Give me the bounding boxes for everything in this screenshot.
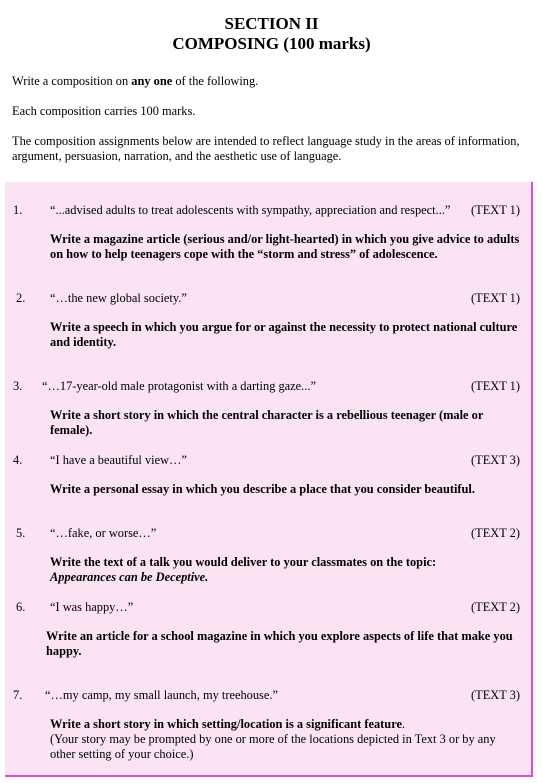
item-text-ref: (TEXT 2) <box>471 600 520 614</box>
item-number: 4. <box>13 453 23 467</box>
item-quote: “…fake, or worse…” <box>50 526 157 540</box>
item-task-topic: Appearances can be Deceptive. <box>50 570 209 584</box>
item-number: 7. <box>13 688 23 702</box>
item-quote: “…the new global society.” <box>50 291 187 305</box>
item-number: 5. <box>16 526 26 540</box>
intro-marks-note: Each composition carries 100 marks. <box>12 104 196 118</box>
item-task-text: Write a magazine article (serious and/or light-hearted) in which you give advice to adults on how to help teenagers cope with the “storm and stress” of adolescence. <box>50 232 520 261</box>
item-number: 6. <box>16 600 26 614</box>
item-task <box>50 408 520 438</box>
item-task-text: Write a personal essay in which you describe a place that you consider beautiful. <box>50 482 475 496</box>
item-quote: “I was happy…” <box>50 600 134 614</box>
item-number: 2. <box>16 291 26 305</box>
section-header <box>0 14 543 54</box>
item-quote: “...advised adults to treat adolescents with sympathy, appreciation and respect...” <box>50 203 451 217</box>
item-quote: “…17-year-old male protagonist with a darting gaze...” <box>42 379 316 393</box>
item-task <box>46 629 520 659</box>
intro-instruction-pre: Write a composition on <box>12 74 132 88</box>
item-task <box>50 717 520 762</box>
item-task-text: Write the text of a talk you would deliver to your classmates on the topic: <box>50 555 437 569</box>
item-task-text: Write a short story in which the central character is a rebellious teenager (male or female). <box>50 408 484 437</box>
intro-instruction <box>12 74 532 89</box>
item-text-ref: (TEXT 3) <box>471 453 520 467</box>
item-number: 3. <box>13 379 23 393</box>
item-task <box>50 555 520 585</box>
section-title: COMPOSING (100 marks) <box>172 34 371 53</box>
item-text-ref: (TEXT 3) <box>471 688 520 702</box>
section-label: SECTION II <box>224 14 319 33</box>
item-quote: “…my camp, my small launch, my treehouse.” <box>45 688 278 702</box>
item-task-note: (Your story may be prompted by one or more of the locations depicted in Text 3 or by any other setting of your choice.) <box>50 732 496 761</box>
item-text-ref: (TEXT 2) <box>471 526 520 540</box>
item-task <box>50 232 520 262</box>
item-task <box>50 320 520 350</box>
item-task <box>50 482 520 497</box>
item-text-ref: (TEXT 1) <box>471 379 520 393</box>
intro-description: The composition assignments below are intended to reflect language study in the areas of information, argument, persuasion, narration, and the aesthetic use of language. <box>12 134 520 163</box>
item-quote: “I have a beautiful view…” <box>50 453 187 467</box>
assignments-panel <box>5 182 533 777</box>
item-number: 1. <box>13 203 23 217</box>
item-task-text: Write an article for a school magazine in which you explore aspects of life that make you happy. <box>46 629 513 658</box>
item-task-text: Write a short story in which setting/location is a significant feature <box>50 717 402 731</box>
item-text-ref: (TEXT 1) <box>471 291 520 305</box>
item-task-text: Write a speech in which you argue for or against the necessity to protect national culture and identity. <box>50 320 518 349</box>
item-task-period: . <box>401 717 406 731</box>
intro-instruction-post: of the following. <box>172 74 259 88</box>
item-text-ref: (TEXT 1) <box>471 203 520 217</box>
intro-instruction-emphasis: any one <box>131 74 173 88</box>
